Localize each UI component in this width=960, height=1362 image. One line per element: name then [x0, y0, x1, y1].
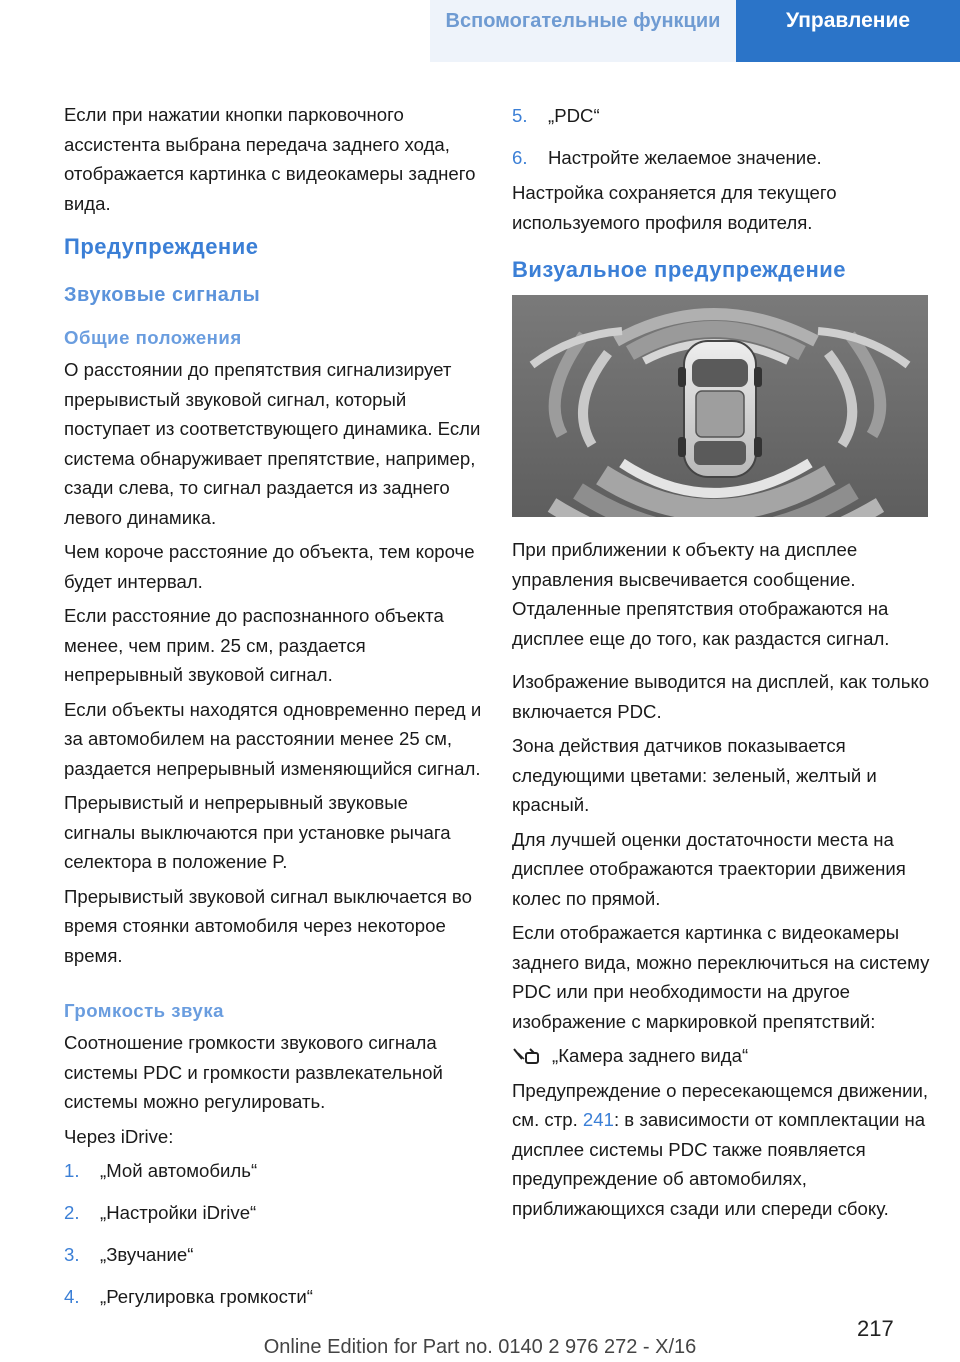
list-item	[64, 1243, 484, 1267]
list-item	[64, 1285, 484, 1309]
step-number: 3.	[64, 1244, 80, 1265]
step-text: „PDC“	[548, 105, 600, 126]
paragraph: Зона действия датчиков показывается следующими цветами: зеленый, желтый и красный.	[512, 735, 877, 815]
step-number: 2.	[64, 1202, 80, 1223]
paragraph: Прерывистый и непрерывный звуковые сигналы выключаются при установке рычага селектора в положение P.	[64, 792, 451, 872]
step-text: „Звучание“	[100, 1244, 194, 1265]
list-item	[64, 1201, 484, 1225]
section-title: Вспомогательные функции	[445, 10, 721, 32]
paragraph: Изображение выводится на дисплей, как только включается PDC.	[512, 671, 930, 722]
step-text: „Настройки iDrive“	[100, 1202, 257, 1223]
paragraph: Чем короче расстояние до объекта, тем короче будет интервал.	[64, 541, 475, 592]
steps-list	[64, 1159, 484, 1309]
paragraph: Если отображается картинка с видеокамеры заднего вида, можно переключиться на систему PDC или при необходимости на другое изображение с маркировкой препятствий:	[512, 922, 930, 1032]
list-item	[512, 146, 932, 170]
paragraph: Настройка сохраняется для текущего используемого профиля водителя.	[512, 182, 837, 233]
heading-sound-signals: Звуковые сигналы	[64, 284, 261, 306]
step-number: 6.	[512, 147, 528, 168]
page-reference-link[interactable]: 241	[582, 1109, 614, 1130]
page-header	[0, 0, 960, 62]
intro-paragraph: Если при нажатии кнопки парковочного ассистента выбрана передача заднего хода, отображается картинка с видеокамеры заднего вида.	[64, 104, 476, 214]
step-text: „Регулировка громкости“	[100, 1286, 313, 1307]
chapter-tab[interactable]	[736, 0, 960, 62]
right-column	[512, 100, 932, 1228]
steps-list-continued	[512, 104, 932, 170]
paragraph: Через iDrive:	[64, 1125, 174, 1147]
paragraph: Если расстояние до распознанного объекта менее, чем прим. 25 см, раздается непрерывный звуковой сигнал.	[64, 605, 444, 685]
step-text: „Мой автомобиль“	[100, 1160, 258, 1181]
pdc-display-illustration	[512, 295, 928, 517]
section-tab[interactable]	[430, 0, 736, 62]
heading-warning: Предупреждение	[64, 234, 259, 259]
paragraph: Если объекты находятся одновременно перед и за автомобилем на расстоянии менее 25 см, раздается непрерывный изменяющийся сигнал.	[64, 698, 482, 779]
list-item	[64, 1159, 484, 1183]
car-top-view	[678, 341, 762, 477]
paragraph-cross-traffic: Предупреждение о пересекающемся движении, см. стр. 241: в зависимости от комплектации на дисплее системы PDC также появляется предупреждение об автомобилях, приближающихся сзади или спереди сбоку.	[512, 1079, 929, 1219]
paragraph: Для лучшей оценки достаточности места на дисплее отображаются траектории движения колес по прямой.	[512, 828, 906, 909]
rear-camera-icon	[512, 1047, 542, 1067]
paragraph: Прерывистый звуковой сигнал выключается во время стоянки автомобиля через некоторое время.	[64, 885, 472, 966]
camera-option-label: „Камера заднего вида“	[552, 1045, 749, 1066]
edition-footer: Online Edition for Part no. 0140 2 976 272 - X/16	[263, 1336, 697, 1358]
paragraph: Соотношение громкости звукового сигнала системы PDC и громкости развлекательной системы можно регулировать.	[64, 1032, 443, 1112]
left-column	[64, 100, 484, 1327]
step-number: 5.	[512, 105, 528, 126]
list-item	[512, 104, 932, 128]
heading-general: Общие положения	[64, 327, 242, 348]
chapter-title: Управление	[785, 9, 911, 32]
paragraph: При приближении к объекту на дисплее управления высвечивается сообщение. Отдаленные препятствия отображаются на дисплее еще до того, как раздастся сигнал.	[512, 539, 890, 649]
step-text: Настройте желаемое значение.	[548, 147, 822, 168]
step-number: 4.	[64, 1286, 80, 1307]
page-number: 217	[857, 1316, 894, 1341]
step-number: 1.	[64, 1160, 80, 1181]
heading-volume: Громкость звука	[64, 1000, 224, 1021]
camera-option	[512, 1041, 932, 1071]
paragraph: О расстоянии до препятствия сигнализирует прерывистый звуковой сигнал, который поступает из соответствующего динамика. Если система обнаруживает препятствие, например, сзади слева, то сигнал раздается из заднего левого динамика.	[64, 359, 481, 528]
heading-visual-warning: Визуальное предупреждение	[512, 257, 847, 282]
